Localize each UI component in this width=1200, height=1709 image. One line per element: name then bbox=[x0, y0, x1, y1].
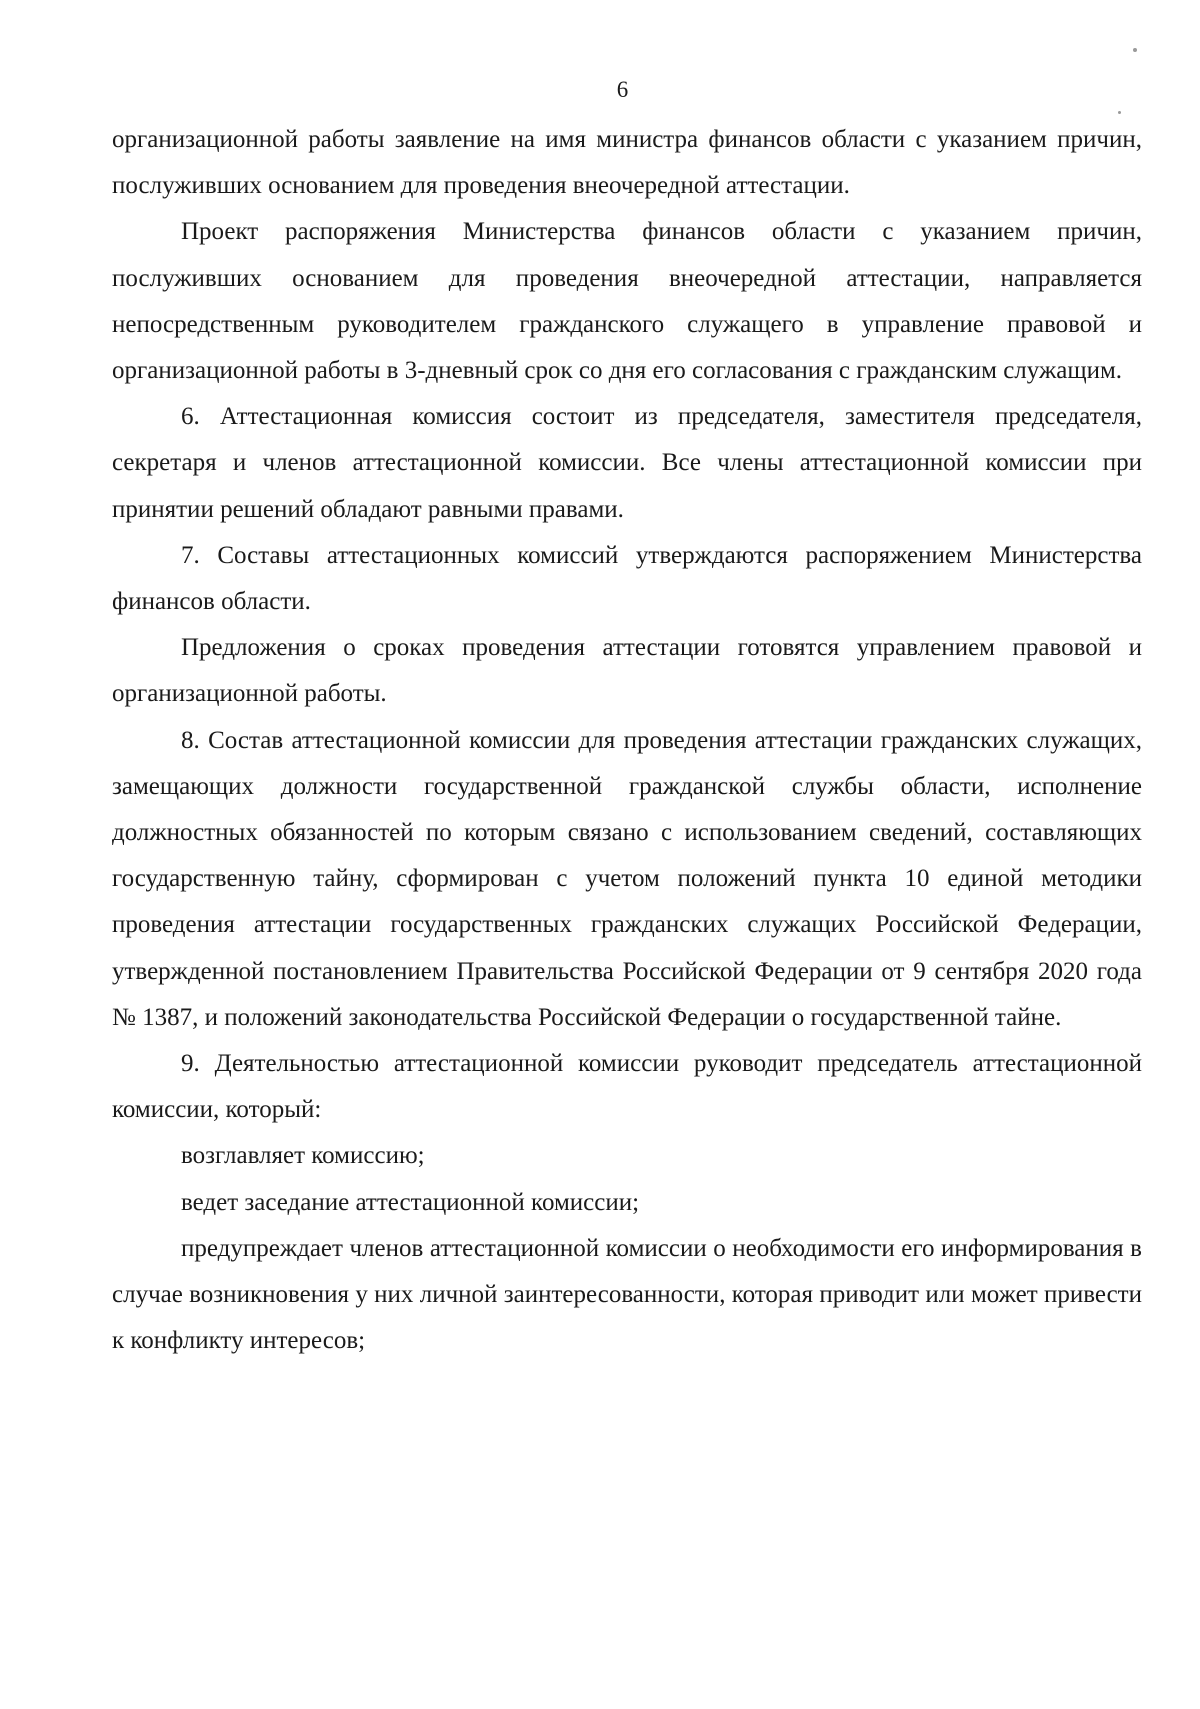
scan-speck bbox=[1118, 111, 1121, 114]
paragraph-proposals: Предложения о сроках проведения аттестации готовятся управлением правовой и организационной работы. bbox=[112, 634, 1142, 708]
list-item-warns-members: предупреждает членов аттестационной комиссии о необходимости его информирования в случае возникновения у них личной заинтересованности, которая приводит или может привести к конфликту интересов; bbox=[112, 1234, 1142, 1355]
list-item-leads-meeting: ведет заседание аттестационной комиссии; bbox=[181, 1188, 640, 1216]
paragraph-continuation: организационной работы заявление на имя министра финансов области с указанием причин, послуживших основанием для проведения внеочередной аттестации. bbox=[112, 126, 1142, 200]
paragraph-item-7: 7. Составы аттестационных комиссий утверждаются распоряжением Министерства финансов области. bbox=[112, 541, 1142, 616]
paragraph-item-8: 8. Состав аттестационной комиссии для проведения аттестации гражданских служащих, замещающих должности государственной гражданской службы области, исполнение должностных обязанностей по которым связано с использованием сведений, составляющих государственную тайну, сформирован с учетом положений пункта 10 единой методики проведения аттестации государственных гражданских служащих Российской Федерации, утвержденной постановлением Правительства Российской Федерации от 9 сентября 2020 года № 1387, и положений законодательства Российской Федерации о государственной тайне. bbox=[112, 726, 1142, 1031]
page-number: 6 bbox=[616, 77, 629, 102]
paragraph-draft-order: Проект распоряжения Министерства финансов области с указанием причин, послуживших основанием для проведения внеочередной аттестации, направляется непосредственным руководителем гражданского служащего в управление правовой и организационной работы в 3-дневный срок со дня его согласования с гражданским служащим. bbox=[112, 218, 1142, 385]
document-body bbox=[112, 117, 1142, 1364]
list-item-heads-commission: возглавляет комиссию; bbox=[181, 1142, 425, 1170]
scan-speck bbox=[1133, 48, 1137, 52]
paragraph-item-9: 9. Деятельностью аттестационной комиссии руководит председатель аттестационной комиссии, который: bbox=[112, 1050, 1142, 1124]
paragraph-item-6: 6. Аттестационная комиссия состоит из председателя, заместителя председателя, секретаря и членов аттестационной комиссии. Все члены аттестационной комиссии при принятии решений обладают равными правами. bbox=[112, 403, 1142, 523]
